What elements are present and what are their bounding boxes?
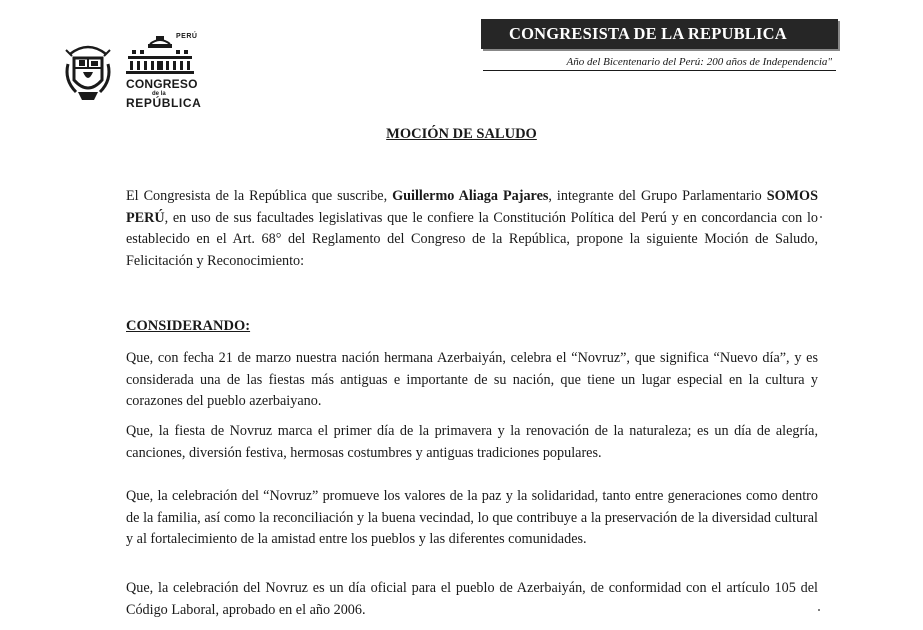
coat-of-arms-icon (62, 40, 114, 102)
logo-line-republica: REPÚBLICA (126, 96, 202, 110)
considerando-paragraph-2: Que, la fiesta de Novruz marca el primer día de la primavera y la renovación de la naturaleza; es un día de alegría, canciones, diversión festiva, hermosas costumbres y antiguas tradiciones populares. (126, 423, 818, 461)
party-name: SOMOS PERÚ (126, 188, 818, 226)
intro-text-3: , en uso de sus facultades legislativas que le confiere la Constitución Política del Perú y en concordancia con lo establecido en el Art. 68° del Reglamento del Congreso de la República, propone la siguiente Moción de Saludo, Felicitación y Reconocimiento: (126, 209, 818, 269)
intro-text-1: El Congresista de la República que suscribe, (126, 188, 393, 204)
logo-peru-label: PERÚ (176, 33, 198, 40)
intro-paragraph (126, 186, 818, 272)
considerando-paragraph-3: Que, la celebración del “Novruz” promueve los valores de la paz y la solidaridad, tanto entre generaciones como dentro de la familia, así como la reconciliación y la buena vecindad, lo que contribuye a la preservación de la diversidad cultural y al fortalecimiento de la amistad entre los pueblos y las diferentes comunidades. (126, 488, 818, 547)
considerando-paragraph-1: Que, con fecha 21 de marzo nuestra nación hermana Azerbaiyán, celebra el “Novruz”, que significa “Nuevo día”, y es considerada una de las fiestas más antiguas e importante de su nación, que tiene un lugar especial en la cultura y corazones del pueblo azerbaiyano. (126, 350, 818, 409)
scan-mark (818, 609, 820, 611)
document-title: MOCIÓN DE SALUDO (386, 126, 537, 142)
considerando-paragraph-4: Que, la celebración del Novruz es un día oficial para el pueblo de Azerbaiyán, de conformidad con el artículo 105 del Código Laboral, aprobado en el año 2006. (126, 580, 818, 618)
header-banner: CONGRESISTA DE LA REPUBLICA (481, 19, 838, 49)
congress-building-icon (126, 34, 196, 76)
logo-line-congreso: CONGRESO (126, 77, 198, 91)
scan-mark (820, 216, 822, 218)
considerando-heading: CONSIDERANDO: (126, 318, 251, 334)
intro-text-2: , integrante del Grupo Parlamentario (548, 188, 767, 204)
logo-line-de-la: de la (152, 91, 166, 97)
congress-logo-text (126, 78, 201, 110)
congressman-name: Guillermo Aliaga Pajares (392, 188, 549, 204)
year-motto: Año del Bicentenario del Perú: 200 años de Independencia" (483, 56, 836, 71)
